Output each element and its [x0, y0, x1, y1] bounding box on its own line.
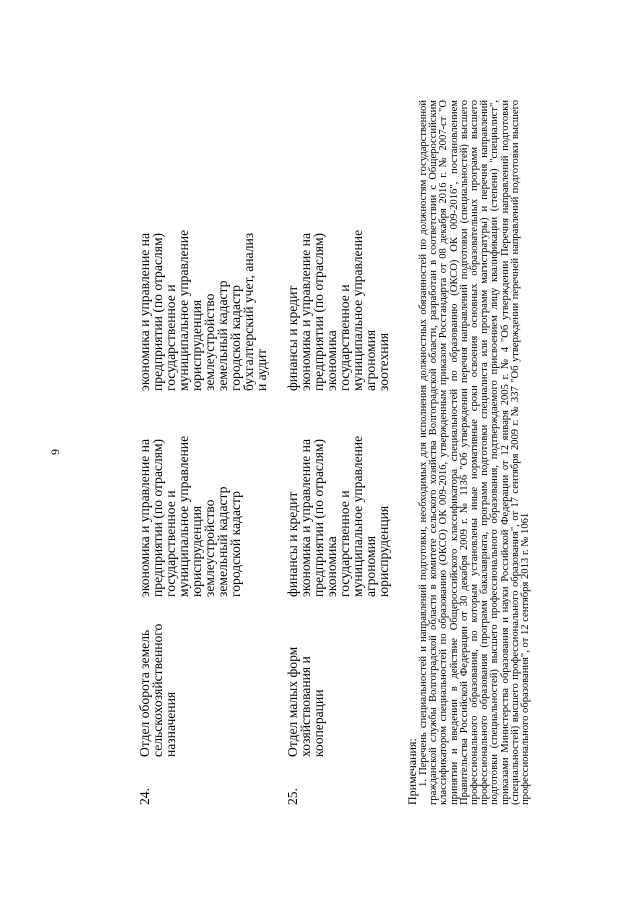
specialty-line: муниципальное управление [176, 229, 191, 391]
notes-section [405, 100, 531, 805]
specialty-line: городской кадастр [228, 285, 243, 391]
specialty-line: муниципальное управление [350, 229, 365, 391]
department-line: хозяйствования и [298, 656, 313, 757]
specialties-column-2 [286, 171, 390, 391]
specialties-table [138, 171, 390, 805]
specialty-line: экономика [324, 330, 339, 391]
department-name [286, 597, 390, 757]
specialty-line: юриспруденция [189, 505, 204, 597]
specialty-line: муниципальное управление [350, 435, 365, 597]
specialty-line: землеустройство [202, 293, 217, 391]
specialty-line: государственное и [163, 490, 178, 597]
table-row [286, 171, 390, 805]
specialty-line: экономика и управление на [298, 233, 313, 391]
specialty-line: юриспруденция [376, 505, 391, 597]
specialty-line: земельный кадастр [215, 280, 230, 391]
specialty-line: финансы и кредит [285, 285, 300, 391]
specialty-line: государственное и [337, 490, 352, 597]
specialty-line: бухгалтерский учет, анализ [241, 232, 256, 391]
specialty-line: предприятии (по отраслям) [150, 232, 165, 391]
specialty-line: экономика [324, 536, 339, 597]
department-line: Отдел малых форм [285, 646, 300, 757]
department-line: Отдел оборота земель [137, 629, 152, 757]
specialty-line: предприятии (по отраслям) [311, 232, 326, 391]
notes-title: Примечания: [405, 738, 419, 805]
specialty-line: государственное и [337, 284, 352, 391]
specialty-line: и аудит [254, 348, 269, 391]
specialty-line: землеустройство [202, 499, 217, 597]
specialty-line: зоотехния [376, 332, 391, 391]
row-number: 24. [137, 788, 152, 805]
row-number: 25. [285, 788, 300, 805]
specialties-column-1 [286, 391, 390, 597]
department-line: назначения [163, 691, 178, 757]
page-number: 9 [48, 449, 62, 455]
specialty-line: финансы и кредит [285, 491, 300, 597]
specialty-line: земельный кадастр [215, 486, 230, 597]
specialty-line: экономика и управление на [137, 439, 152, 597]
table-row [138, 171, 286, 805]
specialty-line: агрономия [363, 535, 378, 597]
specialty-line: экономика и управление на [298, 439, 313, 597]
specialty-line: экономика и управление на [137, 233, 152, 391]
specialty-line: агрономия [363, 329, 378, 391]
specialty-line: юриспруденция [189, 299, 204, 391]
specialty-line: городской кадастр [228, 491, 243, 597]
specialties-column-1 [138, 391, 286, 597]
specialty-line: предприятии (по отраслям) [311, 438, 326, 597]
department-line: сельскохозяйственного [150, 623, 165, 757]
specialty-line: предприятии (по отраслям) [150, 438, 165, 597]
notes-text: 1. Перечень специальностей и направлений подготовки, необходимых для исполнения должностных обязанностей по должностям государственной гражданской службы Волгоградской области в комитете сельского хозяйства Волгоградской области, разработан в соответствии с Общероссийским классификатором специальностей по образованию (ОКСО) ОК 009-2016, утвержденным приказом Росстандарта от 08 декабря 2016 г. № 2007-ст "О принятии и введении в действие Общероссийского классификатора специальностей по образованию (ОКСО) ОК 009-2016", постановлением Правительства Российской Федерации от 30 декабря 2009 г. № 1136 "Об утверждении перечня направлений подготовки (специальностей) высшего профессионального образования, по которым установлены иные нормативные сроки освоения основных образовательных программ высшего профессионального образования (программ бакалавриата, программ подготовки специалиста или программ магистратуры) и перечня направлений подготовки (специальностей) высшего профессионального образования, подтверждаемого присвоением лицу квалификации (степени) "специалист", приказами Министерства образования и науки Российской Федерации от 12 января 2005 г. № 4 "Об утверждении Перечня направлений подготовки (специальностей) высшего профессионального образования", от 17 сентября 2009 г. № 337 "Об утверждении перечней направлений подготовки высшего профессионального образования", от 12 сентября 2013 г. № 1061 [418, 100, 532, 805]
specialties-column-2 [138, 171, 286, 391]
specialty-line: муниципальное управление [176, 435, 191, 597]
specialty-line: государственное и [163, 284, 178, 391]
department-line: кооперации [311, 689, 326, 757]
department-name [138, 597, 286, 757]
